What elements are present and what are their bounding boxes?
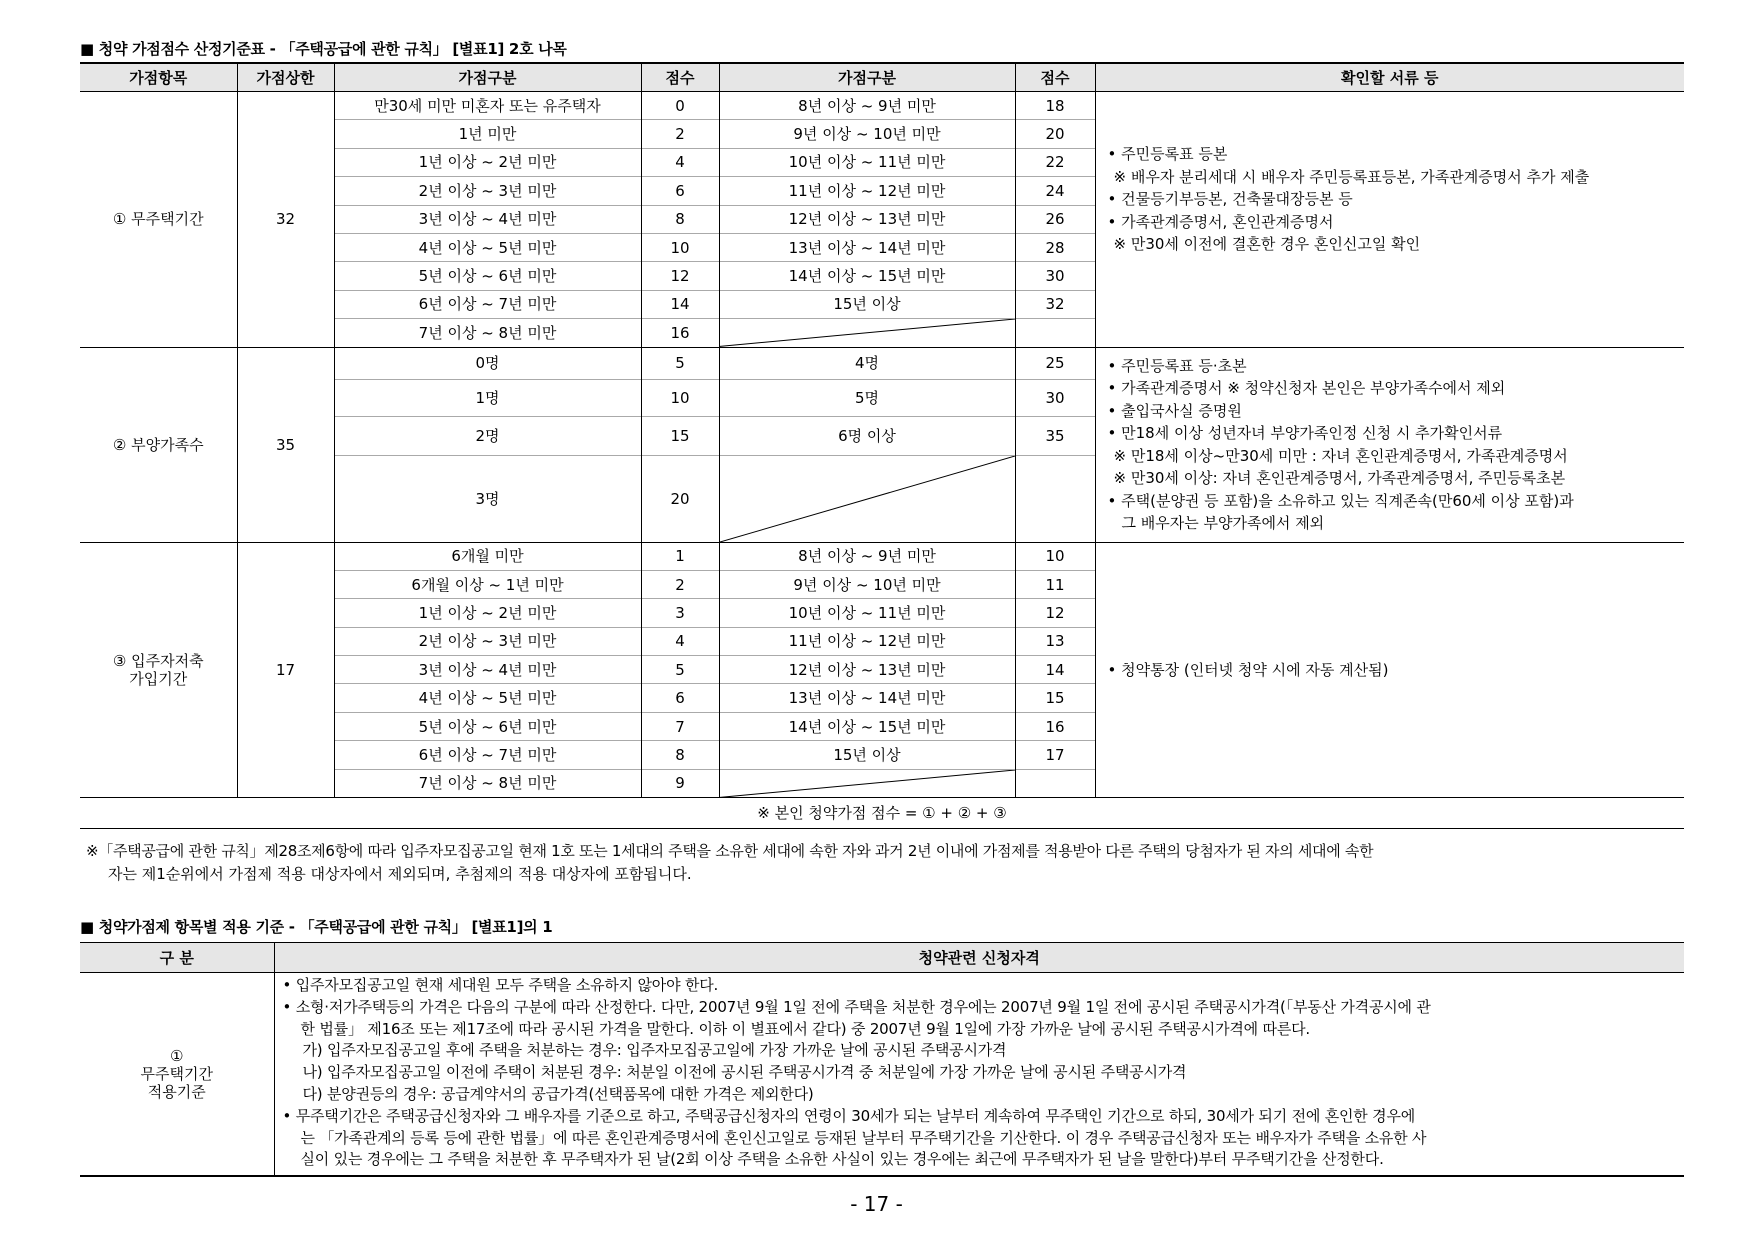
category-cell: 15년 이상 (719, 741, 1015, 769)
score-cell: 6 (641, 177, 719, 205)
documents-cell (1095, 542, 1684, 798)
score-cell: 12 (1015, 599, 1095, 627)
doc-line: ※ 만18세 이상~만30세 미만 : 자녀 혼인관계증명서, 가족관계증명서 (1113, 446, 1568, 465)
score-cell: 16 (1015, 712, 1095, 740)
category-cell: 14년 이상 ~ 15년 미만 (719, 262, 1015, 290)
table-row (80, 973, 1684, 1177)
header-qualification: 청약관련 신청자격 (274, 943, 1684, 973)
header-category-a: 가점구분 (334, 63, 641, 92)
score-cell: 2 (641, 570, 719, 598)
category-cell: 1년 이상 ~ 2년 미만 (334, 148, 641, 176)
criteria-line: • 소형·저가주택등의 가격은 다음의 구분에 따라 산정한다. 다만, 2007년 9월 1일 전에 주택을 처분한 경우에는 2007년 9월 1일 전에 공시된 주택공시가격(「부동산 가격공시에 관 (282, 997, 1431, 1016)
table-row (80, 92, 1684, 120)
footnote (86, 840, 1686, 886)
criteria-line: 가) 입주자모집공고일 후에 주택을 처분하는 경우: 입주자모집공고일에 가장 가까운 날에 공시된 주택공시가격 (302, 1041, 1007, 1060)
item-line: 가입기간 (129, 669, 188, 688)
score-cell: 10 (641, 233, 719, 261)
criteria-line: 다) 분양권등의 경우: 공급계약서의 공급가격(선택품목에 대한 가격은 제외한다) (302, 1084, 814, 1103)
criteria-line: 나) 입주자모집공고일 이전에 주택이 처분된 경우: 처분일 이전에 공시된 주택공시가격 중 처분일에 가장 가까운 날에 공시된 주택공시가격 (302, 1063, 1187, 1082)
doc-line: • 주택(분양권 등 포함)을 소유하고 있는 직계존속(만60세 이상 포함)과 (1107, 491, 1574, 510)
score-cell: 15 (641, 416, 719, 455)
diagonal-line (720, 456, 1015, 542)
section1-title: ■ 청약 가점점수 산정기준표 - 「주택공급에 관한 규칙」 [별표1] 2호 나목 (80, 40, 567, 58)
score-cell: 12 (641, 262, 719, 290)
score-cell: 5 (641, 656, 719, 684)
category-cell: 4년 이상 ~ 5년 미만 (334, 684, 641, 712)
category-cell: 10년 이상 ~ 11년 미만 (719, 148, 1015, 176)
empty-score-cell (1015, 455, 1095, 542)
score-cell: 9 (641, 769, 719, 797)
table-row (80, 347, 1684, 379)
score-cell: 17 (1015, 741, 1095, 769)
category-cell: 1년 미만 (334, 120, 641, 148)
score-cell: 4 (641, 627, 719, 655)
doc-line: • 가족관계증명서 ※ 청약신청자 본인은 부양가족수에서 제외 (1107, 379, 1506, 398)
score-cell: 6 (641, 684, 719, 712)
category-cell: 5년 이상 ~ 6년 미만 (334, 262, 641, 290)
doc-line: • 가족관계증명서, 혼인관계증명서 (1107, 212, 1334, 231)
score-cell: 8 (641, 205, 719, 233)
doc-line: • 출입국사실 증명원 (1107, 401, 1242, 420)
category-cell: 11년 이상 ~ 12년 미만 (719, 177, 1015, 205)
diagonal-line (720, 770, 1015, 797)
category-cell: 2년 이상 ~ 3년 미만 (334, 627, 641, 655)
header-max: 가점상한 (237, 63, 334, 92)
empty-score-cell (1015, 319, 1095, 347)
max-score: 35 (237, 347, 334, 542)
category-cell: 10년 이상 ~ 11년 미만 (719, 599, 1015, 627)
empty-diagonal-cell (719, 769, 1015, 797)
score-cell: 7 (641, 712, 719, 740)
score-cell: 3 (641, 599, 719, 627)
item-line: ③ 입주자저축 (112, 651, 204, 670)
category-cell: 6개월 미만 (334, 542, 641, 570)
category-cell: 4년 이상 ~ 5년 미만 (334, 233, 641, 261)
category-cell: 13년 이상 ~ 14년 미만 (719, 684, 1015, 712)
footnote-line: 자는 제1순위에서 가점제 적용 대상자에서 제외되며, 추첨제의 적용 대상자에 포함됩니다. (108, 865, 692, 883)
category-cell: 9년 이상 ~ 10년 미만 (719, 570, 1015, 598)
empty-diagonal-cell (719, 455, 1015, 542)
header-category-b: 가점구분 (719, 63, 1015, 92)
category-cell: 7년 이상 ~ 8년 미만 (334, 769, 641, 797)
score-cell: 24 (1015, 177, 1095, 205)
header-item: 가점항목 (80, 63, 237, 92)
doc-line: • 청약통장 (인터넷 청약 시에 자동 계산됨) (1107, 660, 1389, 679)
criteria-label (80, 973, 274, 1177)
diagonal-line (720, 319, 1015, 346)
label-line: 적용기준 (147, 1083, 206, 1102)
category-cell: 9년 이상 ~ 10년 미만 (719, 120, 1015, 148)
max-score: 17 (237, 542, 334, 798)
score-cell: 16 (641, 319, 719, 347)
item-dependents: ② 부양가족수 (80, 347, 237, 542)
label-line: 무주택기간 (140, 1065, 213, 1084)
criteria-line: 한 법률」 제16조 또는 제17조에 따라 공시된 가격을 말한다. 이하 이 별표에서 같다) 중 2007년 9월 1일에 가장 가까운 날에 공시된 주택공시가격에 따른다. (300, 1019, 1310, 1038)
doc-line: 그 배우자는 부양가족에서 제외 (1121, 514, 1325, 533)
score-cell: 8 (641, 741, 719, 769)
doc-line: ※ 만30세 이상: 자녀 혼인관계증명서, 가족관계증명서, 주민등록초본 (1113, 469, 1566, 488)
total-row (80, 798, 1684, 829)
item-no-house-period: ① 무주택기간 (112, 210, 204, 229)
criteria-text (274, 973, 1684, 1177)
category-cell: 7년 이상 ~ 8년 미만 (334, 319, 641, 347)
category-cell: 8년 이상 ~ 9년 미만 (719, 92, 1015, 120)
header-score-a: 점수 (641, 63, 719, 92)
table-header-row (80, 943, 1684, 973)
category-cell: 13년 이상 ~ 14년 미만 (719, 233, 1015, 261)
criteria-line: 실이 있는 경우에는 그 주택을 처분한 후 무주택자가 된 날(2회 이상 주택을 소유한 사실이 있는 경우에는 최근에 무주택자가 된 날을 말한다)부터 무주택기간을 산정한다. (300, 1150, 1384, 1169)
category-cell: 2명 (334, 416, 641, 455)
score-cell: 13 (1015, 627, 1095, 655)
score-cell: 0 (641, 92, 719, 120)
category-cell: 4명 (719, 347, 1015, 379)
score-cell: 1 (641, 542, 719, 570)
category-cell: 3년 이상 ~ 4년 미만 (334, 656, 641, 684)
score-cell: 15 (1015, 684, 1095, 712)
header-division: 구 분 (80, 943, 274, 973)
score-cell: 11 (1015, 570, 1095, 598)
category-cell: 11년 이상 ~ 12년 미만 (719, 627, 1015, 655)
score-cell: 10 (1015, 542, 1095, 570)
category-cell: 6명 이상 (719, 416, 1015, 455)
score-cell: 30 (1015, 379, 1095, 416)
score-cell: 14 (641, 290, 719, 318)
score-cell: 5 (641, 347, 719, 379)
category-cell: 6개월 이상 ~ 1년 미만 (334, 570, 641, 598)
max-score: 32 (237, 92, 334, 348)
score-cell: 10 (641, 379, 719, 416)
score-cell: 30 (1015, 262, 1095, 290)
documents-cell (1095, 347, 1684, 542)
score-criteria-table (80, 62, 1684, 829)
doc-line: • 주민등록표 등본 (1107, 145, 1228, 163)
score-cell: 25 (1015, 347, 1095, 379)
criteria-line: • 입주자모집공고일 현재 세대원 모두 주택을 소유하지 않아야 한다. (282, 976, 719, 994)
score-cell: 18 (1015, 92, 1095, 120)
category-cell: 1년 이상 ~ 2년 미만 (334, 599, 641, 627)
doc-line: • 건물등기부등본, 건축물대장등본 등 (1107, 190, 1353, 208)
score-cell: 4 (641, 148, 719, 176)
category-cell: 0명 (334, 347, 641, 379)
category-cell: 12년 이상 ~ 13년 미만 (719, 205, 1015, 233)
score-cell: 32 (1015, 290, 1095, 318)
table-header-row (80, 63, 1684, 92)
page-number: - 17 - (850, 1192, 903, 1216)
category-cell: 6년 이상 ~ 7년 미만 (334, 741, 641, 769)
score-cell: 28 (1015, 233, 1095, 261)
category-cell: 1명 (334, 379, 641, 416)
doc-line: ※ 만30세 이전에 결혼한 경우 혼인신고일 확인 (1113, 235, 1421, 253)
category-cell: 6년 이상 ~ 7년 미만 (334, 290, 641, 318)
score-cell: 22 (1015, 148, 1095, 176)
category-cell: 5명 (719, 379, 1015, 416)
documents-cell (1095, 92, 1684, 348)
criteria-line: 는 「가족관계의 등록 등에 관한 법률」에 따른 혼인관계증명서에 혼인신고일로 등재된 날부터 무주택기간을 기산한다. 이 경우 주택공급신청자 또는 배우자가 주택을 소유한 사 (300, 1128, 1427, 1147)
doc-line: • 만18세 이상 성년자녀 부양가족인정 신청 시 추가확인서류 (1107, 424, 1503, 443)
category-cell: 8년 이상 ~ 9년 미만 (719, 542, 1015, 570)
header-score-b: 점수 (1015, 63, 1095, 92)
doc-line: ※ 배우자 분리세대 시 배우자 주민등록표등본, 가족관계증명서 추가 제출 (1113, 167, 1590, 186)
category-cell: 3년 이상 ~ 4년 미만 (334, 205, 641, 233)
footnote-line: ※「주택공급에 관한 규칙」제28조제6항에 따라 입주자모집공고일 현재 1호 또는 1세대의 주택을 소유한 세대에 속한 자와 과거 2년 이내에 가점제를 적용받아 다른 주택의 당첨자가 된 자의 세대에 속한 (86, 842, 1374, 860)
category-cell: 3명 (334, 455, 641, 542)
label-line: ① (170, 1047, 184, 1066)
score-cell: 26 (1015, 205, 1095, 233)
section2-title: ■ 청약가점제 항목별 적용 기준 - 「주택공급에 관한 규칙」 [별표1]의 1 (80, 918, 553, 936)
category-cell: 5년 이상 ~ 6년 미만 (334, 712, 641, 740)
score-cell: 20 (1015, 120, 1095, 148)
category-cell: 14년 이상 ~ 15년 미만 (719, 712, 1015, 740)
score-cell: 2 (641, 120, 719, 148)
score-cell: 14 (1015, 656, 1095, 684)
item-savings-period (80, 542, 237, 798)
doc-line: • 주민등록표 등·초본 (1107, 356, 1247, 375)
score-cell: 35 (1015, 416, 1095, 455)
category-cell: 2년 이상 ~ 3년 미만 (334, 177, 641, 205)
category-cell: 15년 이상 (719, 290, 1015, 318)
empty-diagonal-cell (719, 319, 1015, 347)
score-cell: 20 (641, 455, 719, 542)
criteria-table (80, 942, 1684, 1177)
category-cell: 만30세 미만 미혼자 또는 유주택자 (334, 92, 641, 120)
criteria-line: • 무주택기간은 주택공급신청자와 그 배우자를 기준으로 하고, 주택공급신청자의 연령이 30세가 되는 날부터 계속하여 무주택인 기간으로 하되, 30세가 되기 전에 혼인한 경우에 (282, 1106, 1416, 1125)
empty-score-cell (1015, 769, 1095, 797)
header-documents: 확인할 서류 등 (1095, 63, 1684, 92)
category-cell: 12년 이상 ~ 13년 미만 (719, 656, 1015, 684)
total-formula: ※ 본인 청약가점 점수 = ① + ② + ③ (80, 798, 1684, 829)
table-row (80, 542, 1684, 570)
